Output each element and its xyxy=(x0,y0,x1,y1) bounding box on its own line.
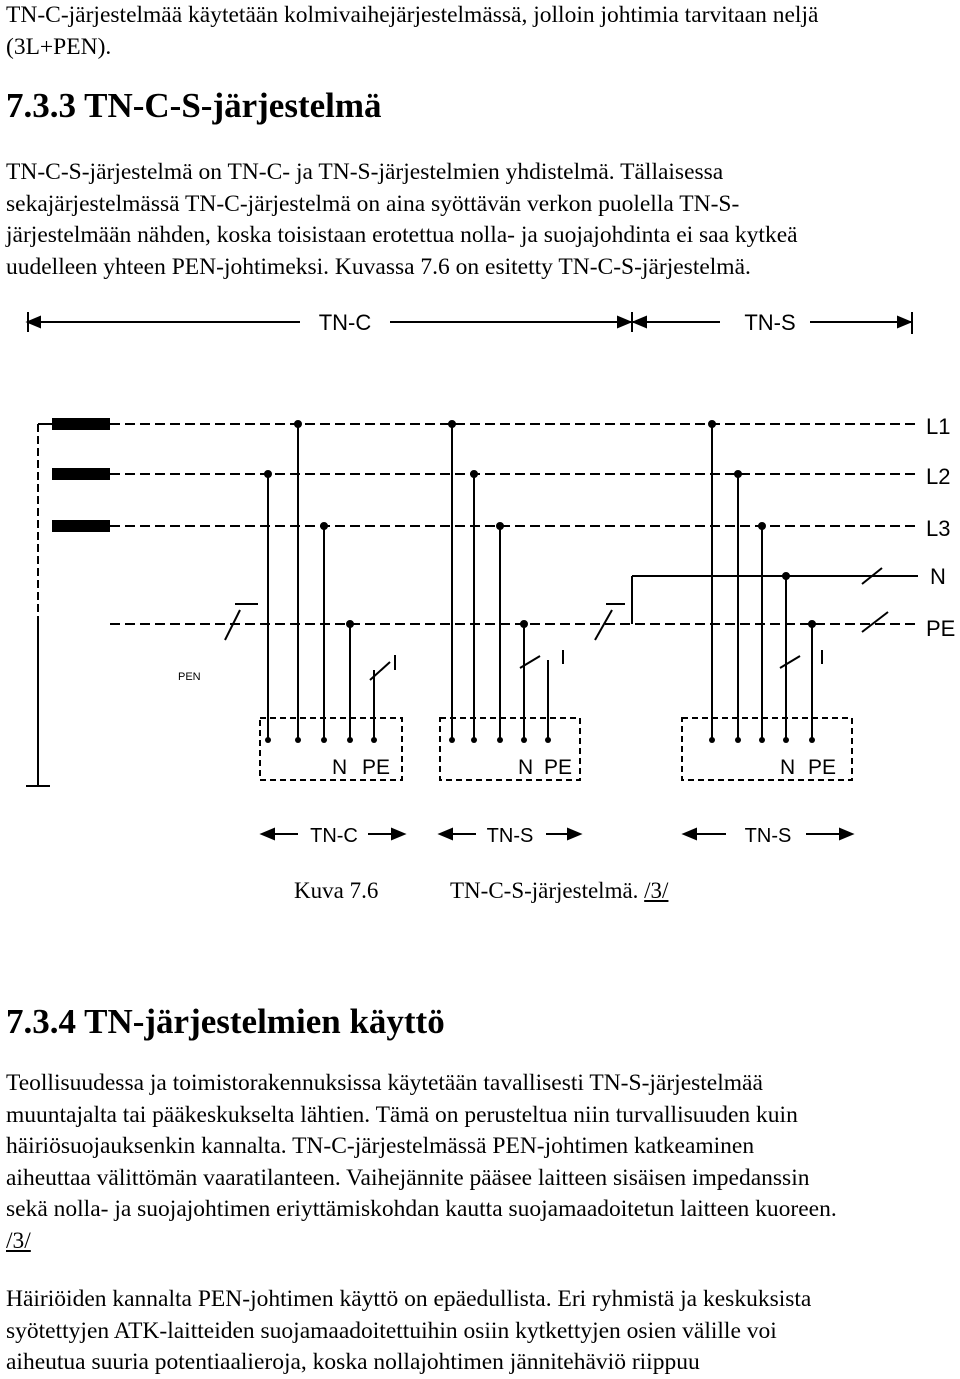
bottom-section-label-tn-s-1: TN-S xyxy=(486,825,534,847)
conductor-label-pe: PE xyxy=(926,616,956,641)
section-733-paragraph xyxy=(6,157,958,283)
text-line: aiheuttaa välittömän vaaratilanteen. Vaihejännite pääsee laitteen sisäisen impedanssin xyxy=(6,1164,810,1191)
text-line: TN-C-S-järjestelmä on TN-C- ja TN-S-järjestelmien yhdistelmä. Tällaisessa xyxy=(6,159,724,185)
device-1-pe-label: PE xyxy=(362,756,391,779)
section-heading-733: 7.3.3 TN-C-S-järjestelmä xyxy=(6,86,382,125)
figure-caption-text: TN-C-S-järjestelmä. xyxy=(450,878,639,903)
device-2-connections xyxy=(449,421,548,740)
text-line: sekä nolla- ja suojajohtimen eriyttämiskohdan kautta suojamaadoitetun laitteen kuoreen. xyxy=(6,1196,837,1222)
earth-ground-icon xyxy=(26,624,50,786)
text-line: Teollisuudessa ja toimistorakennuksissa käytetään tavallisesti TN-S-järjestelmää xyxy=(6,1070,763,1096)
intro-paragraph xyxy=(6,0,958,63)
device-3-pe-label: PE xyxy=(808,756,837,779)
top-section-label-tn-s: TN-S xyxy=(744,310,796,335)
text-line: järjestelmään nähden, koska toisistaan erotettua nolla- ja suojajohdinta ei saa kytkeä xyxy=(6,222,798,248)
pen-conductor-label: PEN xyxy=(178,671,201,683)
text-line: muuntajalta tai pääkeskukselta lähtien. Tämä on perusteltua niin turvallisuuden kuin xyxy=(6,1101,798,1128)
device-2-n-label: N xyxy=(518,756,534,779)
reference-link[interactable]: /3/ xyxy=(6,1227,31,1254)
tn-c-s-system-diagram xyxy=(0,300,960,860)
section-heading-734: 7.3.4 TN-järjestelmien käyttö xyxy=(6,1002,445,1041)
text-line: Häiriöiden kannalta PEN-johtimen käyttö on epäedullista. Eri ryhmistä ja keskuksista xyxy=(6,1286,812,1312)
conductor-label-l3: L3 xyxy=(926,516,951,541)
device-3-connections xyxy=(709,421,815,740)
device-2-pe-label: PE xyxy=(544,756,573,779)
top-section-label-tn-c: TN-C xyxy=(318,310,372,335)
terminal-dots xyxy=(265,737,815,743)
text-line: syötettyjen ATK-laitteiden suojamaadoitettuihin osiin kytkettyjen osien välille voi xyxy=(6,1317,777,1344)
text-line: TN-C-järjestelmää käytetään kolmivaihejärjestelmässä, jolloin johtimia tarvitaan neljä xyxy=(6,2,819,28)
bottom-section-label-tn-s-2: TN-S xyxy=(744,825,792,847)
device-1-n-label: N xyxy=(332,756,348,779)
text-line: (3L+PEN). xyxy=(6,33,112,60)
text-line: aiheutua suuria potentiaalieroja, koska nollajohtimen jännitehäviö riippuu xyxy=(6,1349,700,1375)
figure-caption xyxy=(450,878,668,904)
figure-number: Kuva 7.6 xyxy=(294,878,379,903)
section-734-paragraph-1 xyxy=(6,1068,958,1257)
conductor-label-l1: L1 xyxy=(926,414,951,439)
text-line: uudelleen yhteen PEN-johtimeksi. Kuvassa 7.6 on esitetty TN-C-S-järjestelmä. xyxy=(6,253,751,280)
reference-link[interactable]: /3/ xyxy=(644,878,669,903)
bottom-section-label-tn-c: TN-C xyxy=(310,825,358,847)
conductor-label-n: N xyxy=(930,564,946,589)
section-734-paragraph-2 xyxy=(6,1284,958,1379)
text-line: sekajärjestelmässä TN-C-järjestelmä on aina syöttävän verkon puolella TN-S- xyxy=(6,190,740,217)
device-3-n-label: N xyxy=(780,756,796,779)
text-line: häiriösuojauksenkin kannalta. TN-C-järjestelmässä PEN-johtimen katkeaminen xyxy=(6,1133,755,1159)
source-windings xyxy=(52,418,110,532)
conductor-label-l2: L2 xyxy=(926,464,951,489)
device-1-connections xyxy=(265,421,374,740)
